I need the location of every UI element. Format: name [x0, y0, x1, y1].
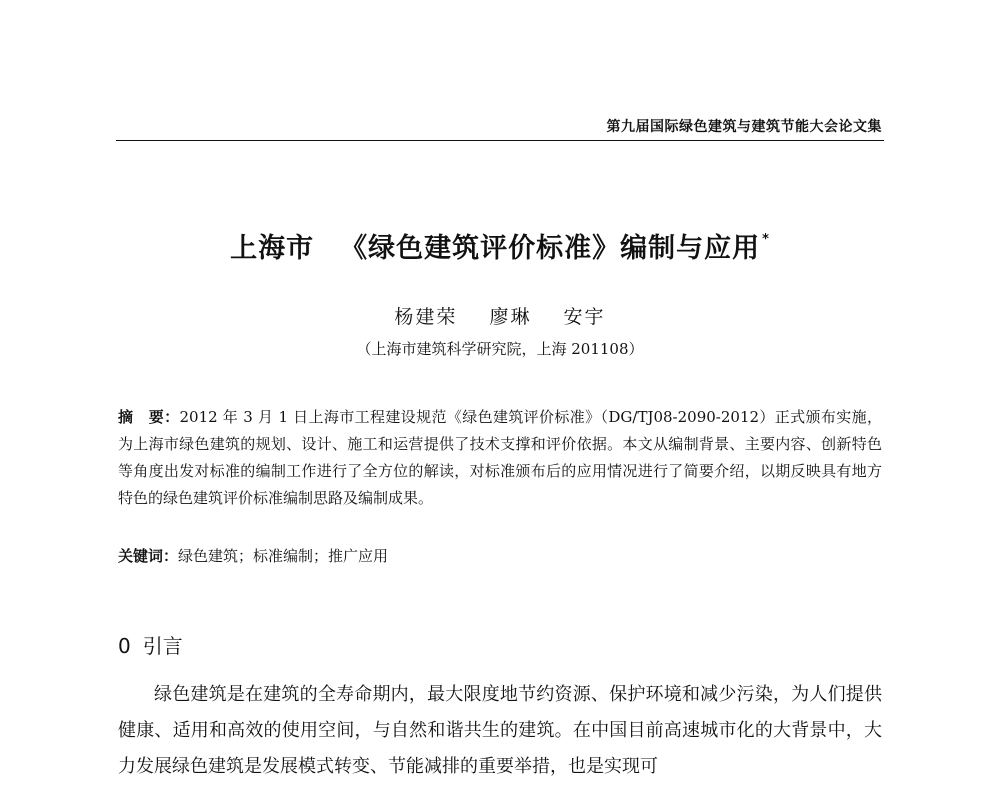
- keywords-text: 绿色建筑；标准编制；推广应用: [178, 547, 389, 565]
- author-name: 廖琳: [489, 306, 532, 328]
- keywords: [118, 543, 882, 570]
- author-name: 安宇: [563, 306, 606, 328]
- paper-title: [0, 226, 1000, 265]
- header-rule: [116, 140, 884, 141]
- author-list: [0, 302, 1000, 329]
- abstract-text: 2012 年 3 月 1 日上海市工程建设规范《绿色建筑评价标准》（DG/TJ08-2090-2012）正式颁布实施，为上海市绿色建筑的规划、设计、施工和运营提供了技术支撑和评价依据。本文从编制背景、主要内容、创新特色等角度出发对标准的编制工作进行了全方位的解读，对标准颁布后的应用情况进行了简要介绍，以期反映具有地方特色的绿色建筑评价标准编制思路及编制成果。: [118, 408, 882, 507]
- title-footnote-mark: *: [762, 232, 770, 247]
- body-paragraph: 绿色建筑是在建筑的全寿命期内，最大限度地节约资源、保护环境和减少污染，为人们提供健康、适用和高效的使用空间，与自然和谐共生的建筑。在中国目前高速城市化的大背景中，大力发展绿色建筑是发展模式转变、节能减排的重要举措，也是实现可: [118, 684, 882, 777]
- section-number: 0: [118, 634, 131, 658]
- keywords-label: 关键词：: [118, 547, 179, 565]
- title-city: 上海市: [230, 233, 315, 264]
- running-head: 第九届国际绿色建筑与建筑节能大会论文集: [606, 119, 882, 135]
- section-heading: [118, 630, 183, 659]
- abstract-label: 摘 要：: [118, 408, 180, 426]
- abstract: [118, 404, 882, 512]
- title-rest: 《绿色建筑评价标准》编制与应用: [340, 233, 761, 264]
- section-title: 引言: [142, 634, 183, 658]
- author-name: 杨建荣: [394, 306, 458, 328]
- affiliation: （上海市建筑科学研究院，上海 201108）: [356, 340, 644, 358]
